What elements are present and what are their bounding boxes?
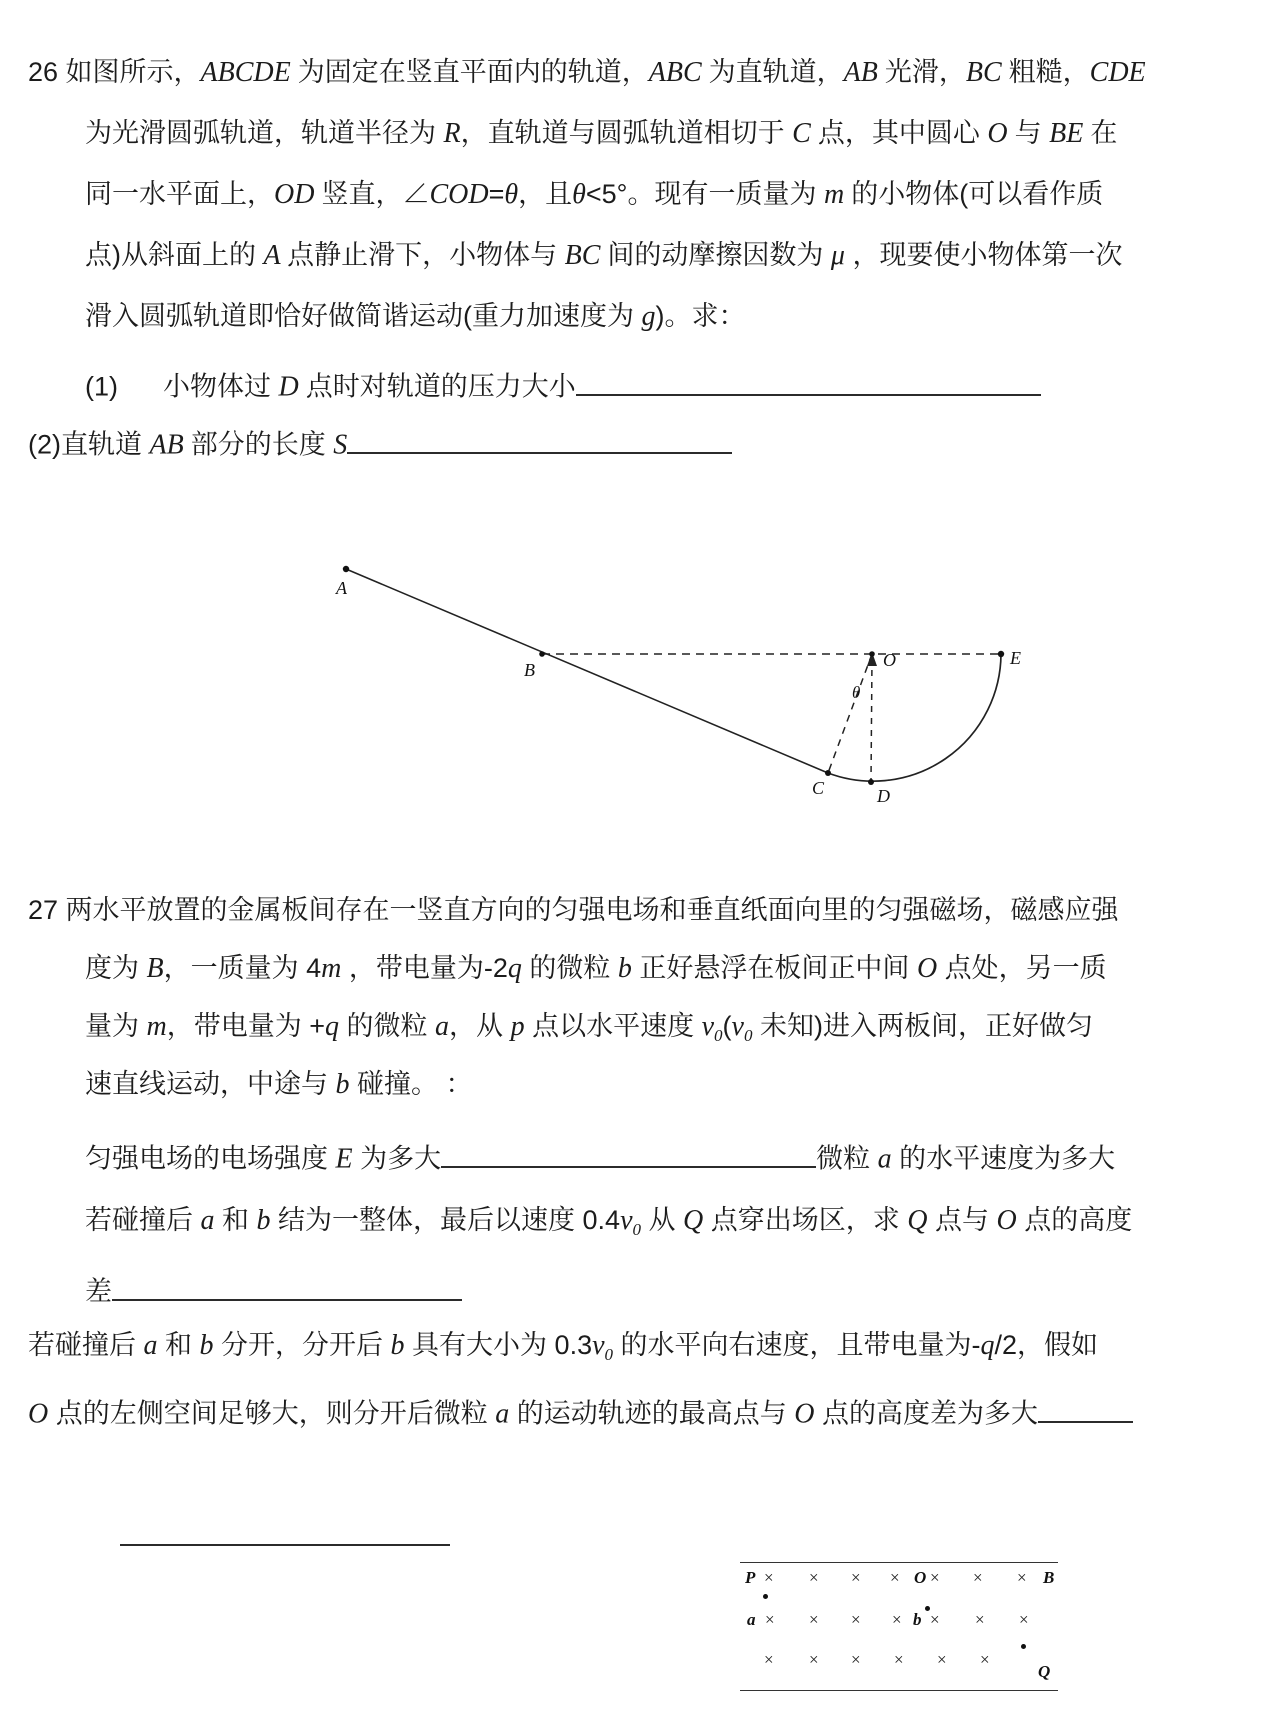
text-segment: C (792, 118, 818, 149)
point-B (539, 651, 545, 657)
text-segment: 为光滑圆弧轨道，轨道半径为 (85, 118, 444, 148)
field-cross-symbol: × (973, 1568, 983, 1587)
text-segment: AB (149, 429, 191, 461)
text-segment: 与 (1014, 118, 1050, 148)
text-segment: Q (907, 1205, 928, 1236)
field-cross-symbol: × (809, 1568, 819, 1587)
text-segment: 0 (743, 1026, 753, 1045)
field-cross-symbol: × (851, 1568, 861, 1587)
field-cross-symbol: × (930, 1568, 940, 1587)
text-segment: (2)直轨道 (28, 429, 150, 460)
field-region-diagram (740, 1552, 1062, 1702)
field-cross-symbol: × (1019, 1610, 1029, 1629)
track-line-ABC (346, 569, 828, 773)
point-E (998, 651, 1004, 657)
text-line (85, 177, 1103, 212)
text-segment: 匀强电场的电场强度 (85, 1143, 336, 1174)
text-segment: 结为一整体，最后以速度 0.4 (270, 1205, 621, 1235)
text-segment: D (278, 371, 306, 403)
text-segment: v (592, 1330, 605, 1361)
text-segment: v (620, 1205, 633, 1236)
text-segment: b (390, 1330, 405, 1361)
field-cross-symbol: × (851, 1650, 861, 1669)
text-segment: ，带电量为 + (166, 1011, 326, 1041)
text-segment: 和 (214, 1205, 257, 1235)
text-segment: 点，其中圆心 (817, 118, 988, 148)
field-cross-symbol: × (930, 1610, 940, 1629)
text-segment: 在 (1090, 118, 1118, 148)
answer-blank (576, 366, 1041, 396)
text-line (85, 1067, 473, 1102)
text-segment: ，带电量为-2 (341, 953, 508, 983)
field-cross-symbol: × (809, 1610, 819, 1629)
text-segment: ，直轨道与圆弧轨道相切于 (460, 118, 793, 148)
diagram-label: B (1043, 1568, 1055, 1587)
text-segment: 微粒 (816, 1143, 878, 1174)
text-segment: g (641, 301, 656, 332)
text-segment: 点的左侧空间足够大，则分开后微粒 (48, 1398, 496, 1429)
text-segment: 0 (632, 1220, 642, 1239)
field-cross-symbol: × (980, 1650, 990, 1669)
text-line (120, 1516, 450, 1554)
arc-track-CDE (828, 654, 1001, 781)
text-segment: O (916, 953, 938, 984)
field-cross-symbol: × (764, 1568, 774, 1587)
text-line (85, 1138, 1115, 1177)
field-cross-symbol: × (1017, 1568, 1027, 1587)
text-segment: BC (564, 240, 608, 271)
text-segment: 分开，分开后 (213, 1330, 391, 1360)
text-segment: O (794, 1398, 815, 1430)
answer-blank (120, 1516, 450, 1546)
field-cross-symbol: × (894, 1650, 904, 1669)
text-segment: OD (274, 179, 322, 210)
label-theta: θ (852, 683, 861, 702)
text-segment: ABC (648, 57, 709, 88)
text-segment: v (731, 1011, 744, 1042)
text-segment: 差 (85, 1276, 112, 1307)
text-segment: 若碰撞后 (28, 1330, 144, 1360)
dashed-line-OC (828, 654, 872, 773)
text-segment: ABCDE (200, 57, 298, 88)
text-segment: 点穿出场区，求 (703, 1205, 908, 1235)
text-segment: Q (683, 1205, 704, 1236)
text-line (85, 238, 1123, 273)
text-segment: b (256, 1205, 271, 1236)
dashed-line-OD (871, 658, 872, 782)
text-segment: 和 (157, 1330, 200, 1360)
text-segment: μ (830, 240, 845, 271)
text-segment: p (510, 1011, 525, 1042)
answer-blank (1038, 1393, 1133, 1423)
text-segment: 为固定在竖直平面内的轨道， (297, 57, 649, 87)
label-D: D (877, 786, 890, 806)
text-segment: 光滑， (884, 57, 966, 87)
text-segment: m (146, 1011, 167, 1042)
text-segment: m (321, 953, 342, 984)
field-cross-symbol: × (809, 1650, 819, 1669)
text-segment: θ (572, 179, 586, 210)
text-segment: 的运动轨迹的最高点与 (509, 1398, 795, 1429)
text-segment: 0 (604, 1345, 614, 1364)
diagram-border-line (740, 1690, 1058, 1691)
text-segment: q (980, 1330, 995, 1361)
text-segment: 具有大小为 0.3 (404, 1330, 593, 1360)
text-line (85, 299, 746, 334)
text-segment: ，从 (449, 1011, 511, 1041)
diagram-label: b (913, 1610, 922, 1629)
text-segment: 27 两水平放置的金属板间存在一竖直方向的匀强电场和垂直纸面向里的匀强磁场，磁感应强 (28, 895, 1119, 925)
text-segment: = (488, 179, 505, 209)
text-segment: b (199, 1330, 214, 1361)
text-segment: 点时对轨道的压力大小 (305, 371, 576, 402)
text-segment: 未知)进入两板间，正好做匀 (752, 1011, 1093, 1041)
text-segment: B (146, 953, 164, 984)
text-segment: 点静止滑下，小物体与 (287, 240, 565, 270)
text-line (85, 951, 1107, 986)
text-segment: 碰撞。 ： (349, 1069, 473, 1099)
text-segment: q (507, 953, 522, 984)
text-segment: a (143, 1330, 158, 1361)
text-segment: 0 (714, 1026, 723, 1045)
answer-blank (112, 1271, 462, 1301)
text-segment: O (996, 1205, 1017, 1236)
text-segment: A (263, 240, 288, 271)
field-cross-symbol: × (765, 1610, 775, 1629)
answer-blank (347, 424, 732, 454)
text-segment: b (335, 1069, 350, 1100)
text-segment: 从 (641, 1205, 684, 1235)
text-segment: BC (965, 57, 1009, 88)
text-segment: 点的高度 (1016, 1205, 1133, 1235)
label-C: C (812, 778, 825, 798)
text-segment: ( (722, 1011, 732, 1041)
text-segment: ，现要使小物体第一次 (844, 240, 1123, 270)
point-D (868, 779, 874, 785)
label-B: B (524, 660, 535, 680)
text-line (85, 1009, 1093, 1053)
text-line (28, 424, 732, 463)
field-cross-symbol: × (892, 1610, 902, 1629)
text-line (28, 893, 1119, 927)
text-segment: 滑入圆弧轨道即恰好做简谐运动(重力加速度为 (85, 301, 642, 331)
text-line (85, 1271, 462, 1309)
text-segment: 为多大 (352, 1143, 442, 1174)
text-segment: 粗糙， (1008, 57, 1090, 87)
text-segment: 的水平速度为多大 (891, 1143, 1116, 1174)
text-line (28, 55, 1146, 90)
text-segment: 点以水平速度 (524, 1011, 702, 1041)
label-A: A (336, 578, 347, 598)
text-segment: 26 如图所示， (28, 57, 201, 87)
point-O (869, 651, 875, 657)
text-segment: COD (429, 179, 489, 210)
text-segment: 为直轨道， (708, 57, 844, 87)
text-segment: 的微粒 (339, 1011, 436, 1041)
text-segment: E (335, 1143, 353, 1175)
text-segment: 度为 (85, 953, 147, 983)
text-segment: <5°。现有一质量为 (585, 179, 824, 209)
text-segment: AB (843, 57, 885, 88)
text-segment: a (200, 1205, 215, 1236)
text-segment: 的水平向右速度，且带电量为- (613, 1330, 981, 1360)
text-segment: 速直线运动，中途与 (85, 1069, 336, 1099)
diagram-label: Q (1038, 1662, 1051, 1681)
text-segment: 的小物体(可以看作质 (851, 179, 1104, 209)
text-segment: 点)从斜面上的 (85, 240, 264, 270)
text-segment: R (443, 118, 461, 149)
text-segment: 竖直，∠ (321, 179, 430, 209)
diagram-label: P (745, 1568, 756, 1587)
diagram-label: a (747, 1610, 756, 1629)
text-segment: θ (504, 179, 519, 210)
text-segment: a (435, 1011, 450, 1042)
text-segment: 点与 (927, 1205, 997, 1235)
text-segment: 间的动摩擦因数为 (607, 240, 831, 270)
text-line (28, 1393, 1133, 1432)
point-C (825, 770, 831, 776)
text-segment: q (325, 1011, 340, 1042)
text-line (85, 1203, 1132, 1247)
text-segment: (1) 小物体过 (85, 371, 279, 402)
text-segment: /2，假如 (994, 1330, 1099, 1360)
text-segment: 正好悬浮在板间正中间 (631, 953, 917, 983)
text-segment: 部分的长度 (190, 429, 334, 460)
text-segment: m (823, 179, 852, 210)
text-segment: S (333, 429, 348, 461)
text-segment: ，且 (518, 179, 573, 209)
field-cross-symbol: × (851, 1610, 861, 1629)
diagram-border-line (740, 1562, 1058, 1563)
text-segment: ，一质量为 4 (163, 953, 322, 983)
text-segment: 若碰撞后 (85, 1205, 201, 1235)
field-cross-symbol: × (764, 1650, 774, 1669)
text-segment: a (877, 1143, 892, 1175)
text-segment: O (987, 118, 1015, 149)
answer-blank (441, 1138, 816, 1168)
text-segment: v (701, 1011, 715, 1042)
track-diagram (300, 540, 1040, 830)
text-segment: CDE (1089, 57, 1146, 88)
text-line (85, 116, 1117, 151)
label-O: O (883, 650, 896, 670)
field-cross-symbol: × (975, 1610, 985, 1629)
label-E: E (1010, 648, 1021, 668)
text-segment: O (28, 1398, 49, 1430)
text-segment: b (617, 953, 632, 984)
text-segment: BE (1049, 118, 1091, 149)
point-A (343, 566, 349, 572)
text-line (85, 366, 1041, 405)
text-segment: 同一水平面上， (85, 179, 274, 209)
text-segment: 点处，另一质 (937, 953, 1107, 983)
text-segment: a (495, 1398, 510, 1430)
particle-dot (763, 1594, 768, 1599)
particle-dot (1021, 1644, 1026, 1649)
diagram-label: O (914, 1568, 927, 1587)
text-segment: 的微粒 (521, 953, 618, 983)
text-line (28, 1328, 1098, 1372)
text-segment: )。求： (655, 301, 746, 331)
text-segment: 量为 (85, 1011, 147, 1041)
text-segment: 点的高度差为多大 (814, 1398, 1039, 1429)
field-cross-symbol: × (890, 1568, 900, 1587)
field-cross-symbol: × (937, 1650, 947, 1669)
